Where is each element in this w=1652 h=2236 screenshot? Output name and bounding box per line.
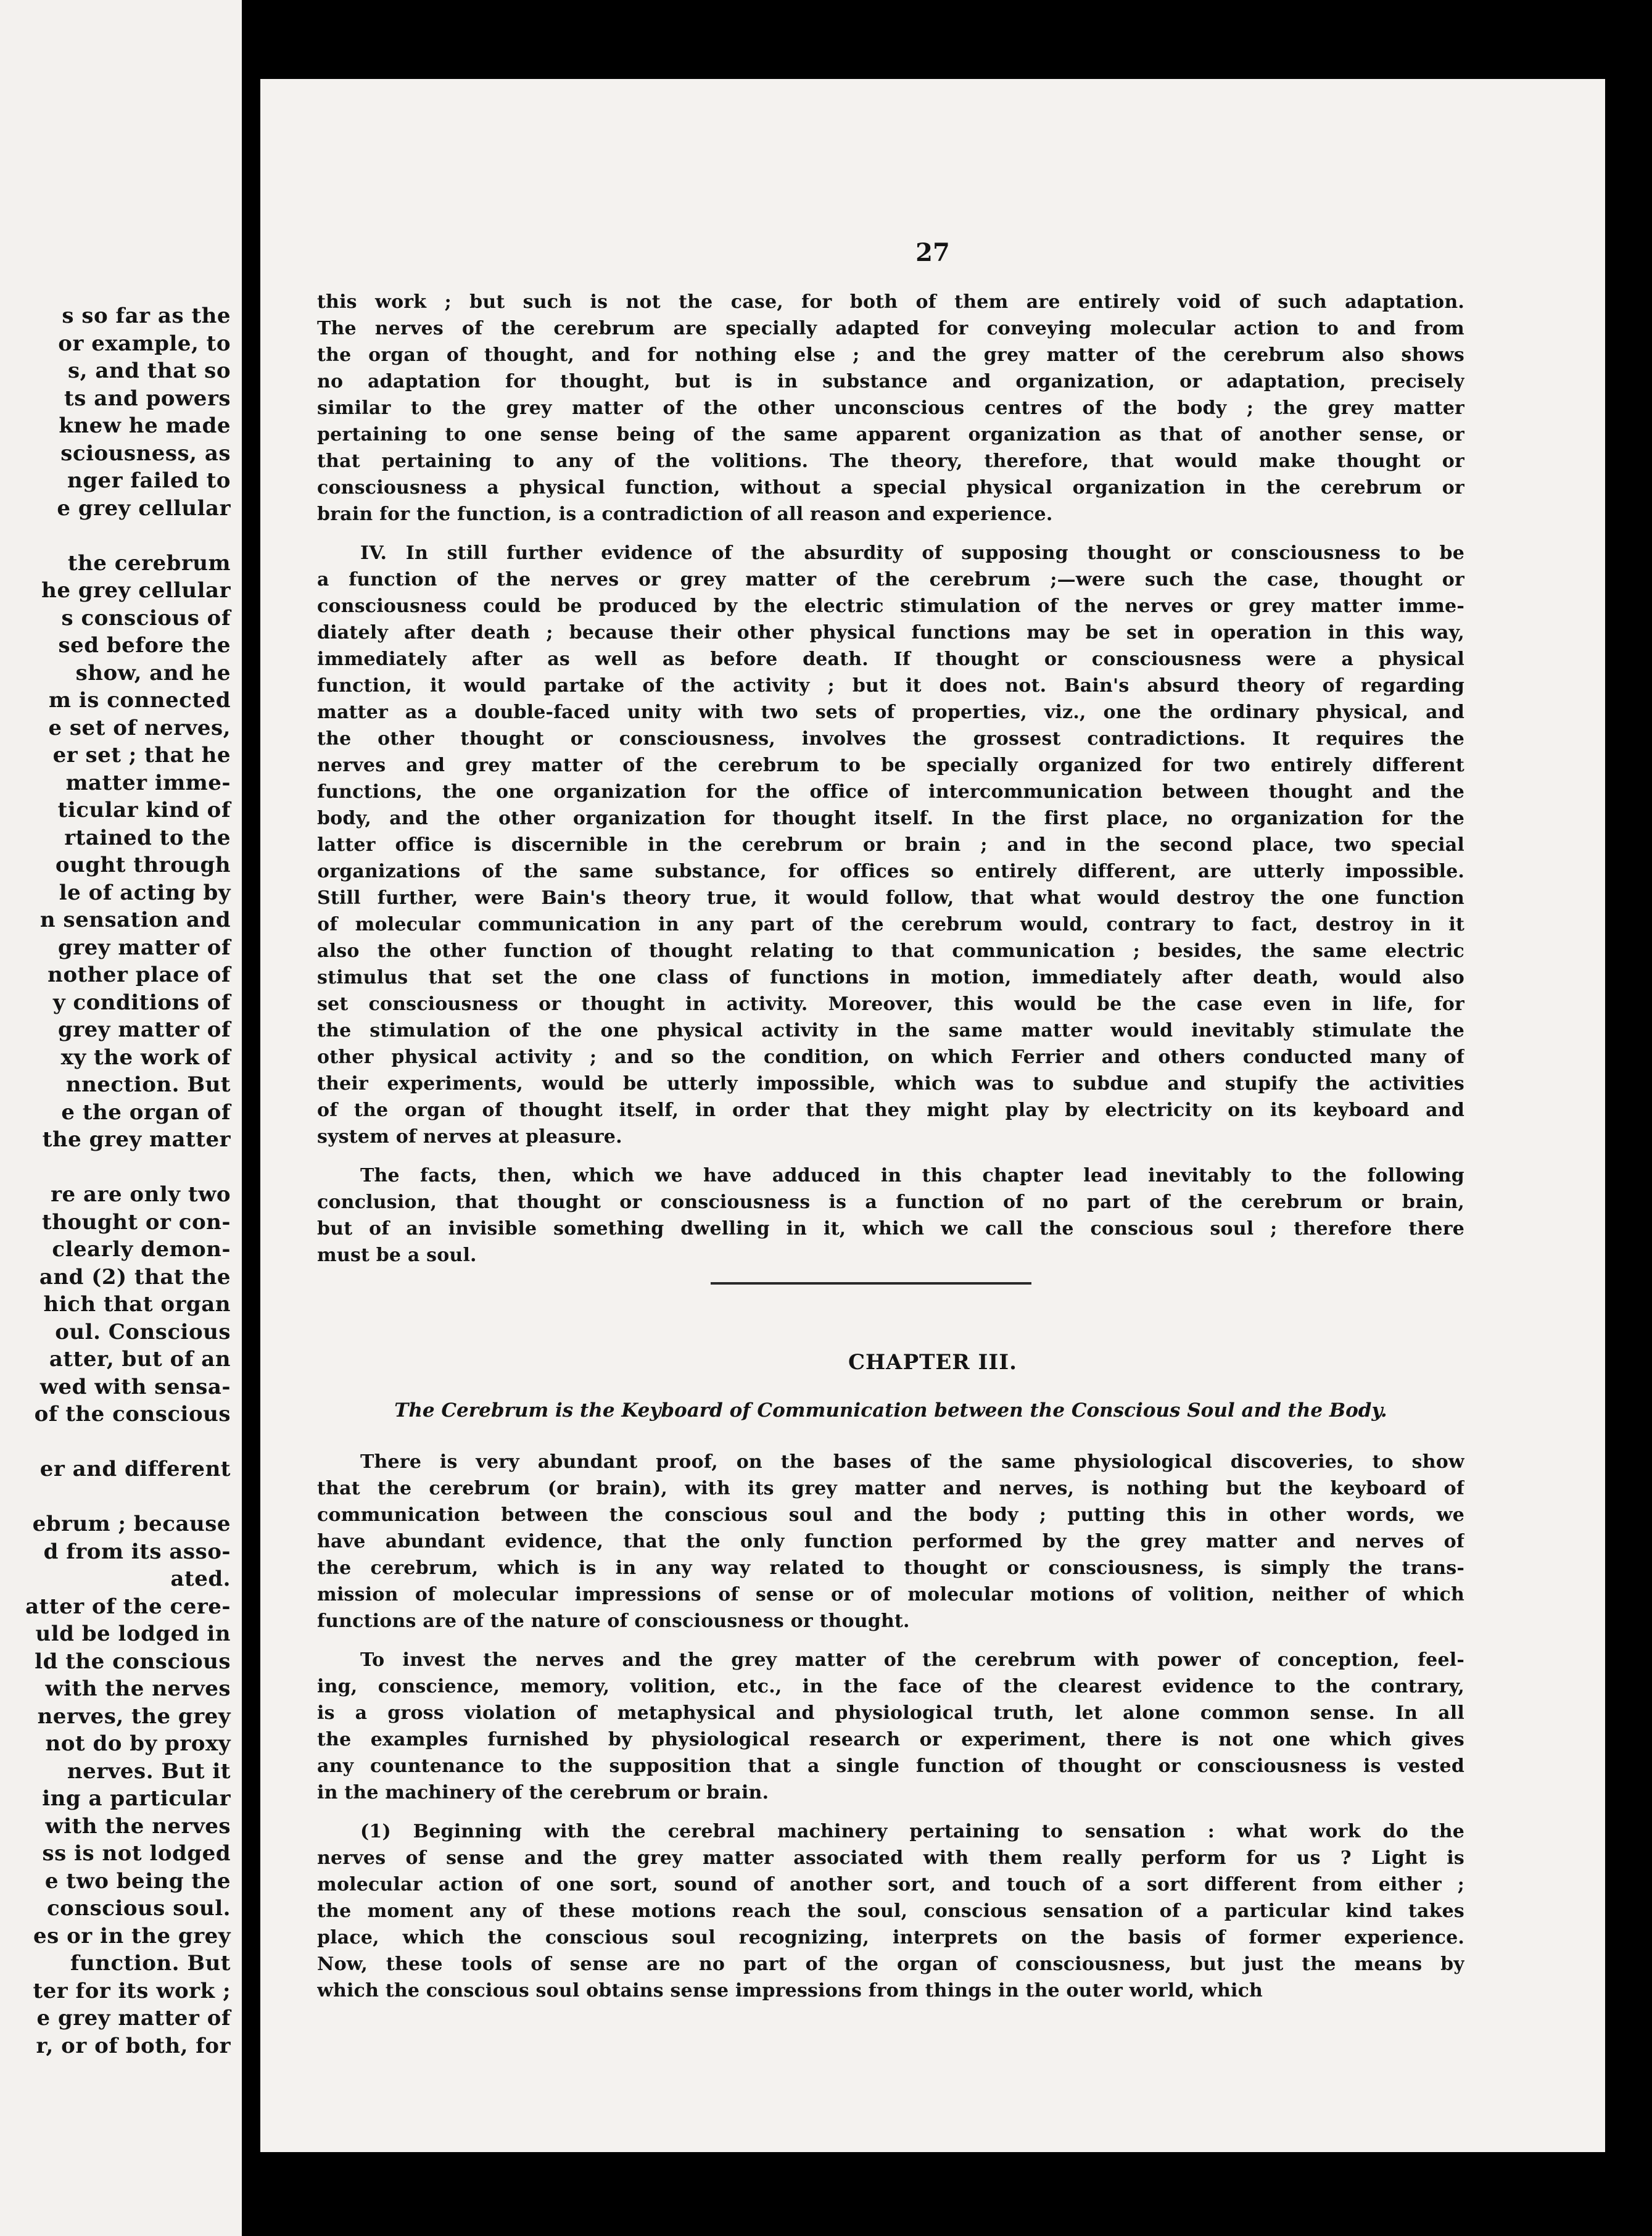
left-page-line: s conscious of <box>61 605 231 631</box>
text-line: the other thought or consciousness, involves the grossest contradictions. It requires the <box>317 728 1464 750</box>
text-line: have abundant evidence, that the only function performed by the grey matter and nerves of <box>317 1531 1464 1552</box>
left-page-line: ought through <box>55 853 231 877</box>
left-page-line: y conditions of <box>52 990 231 1015</box>
left-page-line: knew he made <box>59 413 231 438</box>
left-page-line: ter for its work ; <box>33 1978 231 2003</box>
text-line: ing, conscience, memory, volition, etc., in the face of the clearest evidence to the contrary, <box>317 1676 1464 1697</box>
left-page-line: xy the work of <box>60 1045 231 1070</box>
left-page-line: and (2) that the <box>39 1264 231 1290</box>
text-line: in the machinery of the cerebrum or brain. <box>317 1782 769 1803</box>
paragraph-gap <box>317 1150 1464 1162</box>
left-page-line: of the conscious <box>34 1402 231 1426</box>
paragraph <box>317 289 1464 528</box>
page-number: 27 <box>915 238 950 267</box>
left-page-line: nerves, the grey <box>37 1704 231 1729</box>
text-line: the cerebrum, which is in any way related to thought or consciousness, is simply the trans- <box>317 1557 1464 1579</box>
left-page-line: er and different <box>39 1457 231 1481</box>
left-page-line: wed with sensa- <box>39 1374 231 1399</box>
right-page <box>260 79 1605 2152</box>
left-page-line: ss is not lodged <box>42 1841 231 1866</box>
left-page-line: ebrum ; because <box>32 1512 231 1536</box>
left-page-line: grey matter of <box>57 1017 231 1042</box>
text-line: diately after death ; because their other physical functions may be set in operation in this way, <box>317 622 1464 644</box>
text-line: the stimulation of the one physical activity in the same matter would inevitably stimulate the <box>317 1020 1464 1041</box>
left-page-line: hich that organ <box>43 1292 231 1317</box>
paragraph <box>317 1647 1464 1806</box>
left-page-line: conscious soul. <box>46 1896 231 1921</box>
left-page-line: atter, but of an <box>49 1347 231 1372</box>
left-page-line: ts and powers <box>64 386 231 411</box>
left-page-line: s, and that so <box>68 358 231 383</box>
text-line: communication between the conscious soul and the body ; putting this in other words, we <box>317 1504 1464 1526</box>
paragraph-gap <box>317 528 1464 540</box>
left-page-line: with the nerves <box>45 1813 231 1839</box>
left-page-line: re are only two <box>51 1182 231 1207</box>
left-page-line: sciousness, as <box>60 441 231 466</box>
left-page-line: ticular kind of <box>57 798 231 822</box>
paragraph <box>317 540 1464 1150</box>
text-line: which the conscious soul obtains sense impressions from things in the outer world, which <box>317 1980 1263 2002</box>
text-line: that pertaining to any of the volitions. The theory, therefore, that would make thought or <box>317 450 1464 472</box>
text-line: To invest the nerves and the grey matter of the cerebrum with power of conception, feel- <box>360 1649 1464 1671</box>
left-page-line: nother place of <box>47 963 231 987</box>
section-divider <box>711 1282 1031 1285</box>
text-line: nerves of sense and the grey matter associated with them really perform for us ? Light is <box>317 1847 1464 1869</box>
text-line: functions, the one organization for the office of intercommunication between thought and the <box>317 781 1464 803</box>
text-line: latter office is discernible in the cerebrum or brain ; and in the second place, two special <box>317 834 1464 856</box>
left-page-line: s so far as the <box>62 304 231 328</box>
left-page-line: nerves. But it <box>67 1758 231 1784</box>
left-page-line: ing a particular <box>42 1786 231 1811</box>
text-line: The nerves of the cerebrum are specially adapted for conveying molecular action to and from <box>317 318 1464 339</box>
left-page-line: es or in the grey <box>33 1923 231 1948</box>
left-page-line: or example, to <box>58 331 231 356</box>
left-page-line: nnection. But <box>65 1072 231 1097</box>
left-page-line: uld be lodged in <box>35 1621 231 1646</box>
left-page-line: m is connected <box>49 688 231 713</box>
text-line: system of nerves at pleasure. <box>317 1126 622 1148</box>
left-page-line: the grey matter <box>42 1127 231 1152</box>
section-one-text <box>317 289 1464 1269</box>
text-line: of the organ of thought itself, in order that they might play by electricity on its keyboard and <box>317 1099 1464 1121</box>
text-line: molecular action of one sort, sound of another sort, and touch of a sort different from either ; <box>317 1874 1464 1895</box>
text-line: organizations of the same substance, for offices so entirely different, are utterly impossible. <box>317 861 1464 882</box>
text-line: functions are of the nature of consciousness or thought. <box>317 1610 910 1632</box>
left-page-line: show, and he <box>75 660 231 685</box>
left-page-line: d from its asso- <box>43 1539 231 1564</box>
text-line: Now, these tools of sense are no part of the organ of consciousness, but just the means by <box>317 1953 1464 1975</box>
left-page-line: r, or of both, for <box>36 2033 231 2058</box>
left-page-line: function. But <box>70 1951 231 1976</box>
left-page-line: e the organ of <box>61 1099 231 1125</box>
text-line: a function of the nerves or grey matter of the cerebrum ;—were such the case, thought or <box>317 569 1464 590</box>
left-page-line: e grey cellular <box>57 495 231 521</box>
text-line: no adaptation for thought, but is in substance and organization, or adaptation, precisely <box>317 371 1464 392</box>
left-page-line: he grey cellular <box>41 578 231 603</box>
left-page-line: grey matter of <box>57 935 231 960</box>
text-line: function, it would partake of the activity ; but it does not. Bain's absurd theory of regarding <box>317 675 1464 697</box>
left-page-line: matter imme- <box>65 770 231 795</box>
left-page-line: clearly demon- <box>52 1237 231 1262</box>
left-page-line: the cerebrum <box>67 550 231 576</box>
left-page-line: sed before the <box>58 633 231 658</box>
text-line: of molecular communication in any part of the cerebrum would, contrary to fact, destroy in it <box>317 914 1464 935</box>
text-line: pertaining to one sense being of the same apparent organization as that of another sense, or <box>317 424 1464 445</box>
chapter-title: The Cerebrum is the Keyboard of Communication between the Conscious Soul and the Body. <box>394 1399 1387 1422</box>
text-line: brain for the function, is a contradiction of all reason and experience. <box>317 503 1053 525</box>
left-page-line: rtained to the <box>64 825 231 850</box>
text-line: set consciousness or thought in activity. Moreover, this would be the case even in life, for <box>317 993 1464 1015</box>
text-line: body, and the other organization for thought itself. In the first place, no organization for the <box>317 808 1464 829</box>
text-line: place, which the conscious soul recognizing, interprets on the basis of former experience. <box>317 1927 1464 1948</box>
left-page-line: ld the conscious <box>35 1649 231 1674</box>
text-line: other physical activity ; and so the condition, on which Ferrier and others conducted many of <box>317 1046 1464 1068</box>
text-line: nerves and grey matter of the cerebrum to be specially organized for two entirely different <box>317 755 1464 776</box>
left-page-line: e grey matter of <box>36 2006 231 2031</box>
text-line: any countenance to the supposition that a single function of thought or consciousness is vested <box>317 1755 1464 1777</box>
left-page-line: er set ; that he <box>52 743 231 768</box>
left-page-line: nger failed to <box>67 468 231 493</box>
text-line: (1) Beginning with the cerebral machinery pertaining to sensation : what work do the <box>360 1821 1464 1842</box>
text-line: is a gross violation of metaphysical and physiological truth, let alone common sense. In all <box>317 1702 1464 1724</box>
left-page-line: oul. Conscious <box>55 1319 231 1344</box>
left-page-line: e set of nerves, <box>48 715 231 740</box>
text-line: similar to the grey matter of the other unconscious centres of the body ; the grey matter <box>317 397 1464 419</box>
text-line: consciousness could be produced by the electric stimulation of the nerves or grey matter imme- <box>317 595 1464 617</box>
text-line: conclusion, that thought or consciousness is a function of no part of the cerebrum or brain, <box>317 1191 1464 1213</box>
chapter-heading: CHAPTER III. <box>848 1350 1017 1375</box>
left-page-line: atter of the cere- <box>25 1594 231 1619</box>
paragraph-gap <box>317 1634 1464 1647</box>
left-page-line: e two being the <box>44 1868 231 1894</box>
paragraph <box>317 1449 1464 1634</box>
text-line: Still further, were Bain's theory true, it would follow, that what would destroy the one function <box>317 887 1464 909</box>
page-gutter <box>242 0 260 2236</box>
text-line: the moment any of these motions reach the soul, conscious sensation of a particular kind takes <box>317 1900 1464 1922</box>
text-line: their experiments, would be utterly impossible, which was to subdue and stupify the activities <box>317 1073 1464 1095</box>
left-page-line: with the nerves <box>45 1676 231 1701</box>
paragraph <box>317 1162 1464 1269</box>
text-line: mission of molecular impressions of sense or of molecular motions of volition, neither of which <box>317 1584 1464 1605</box>
left-page-line: not do by proxy <box>45 1731 231 1756</box>
text-line: The facts, then, which we have adduced in this chapter lead inevitably to the following <box>360 1165 1464 1186</box>
text-line: stimulus that set the one class of functions in motion, immediately after death, would also <box>317 967 1464 988</box>
left-page-line: n sensation and <box>39 908 231 932</box>
text-line: immediately after as well as before death. If thought or consciousness were a physical <box>317 648 1464 670</box>
left-page-line: le of acting by <box>59 880 231 905</box>
text-line: also the other function of thought relating to that communication ; besides, the same electric <box>317 940 1464 962</box>
text-line: the organ of thought, and for nothing else ; and the grey matter of the cerebrum also shows <box>317 344 1464 366</box>
left-page-fragment <box>0 0 242 2236</box>
section-two-text <box>317 1449 1464 2004</box>
paragraph <box>317 1818 1464 2004</box>
text-line: IV. In still further evidence of the absurdity of supposing thought or consciousness to be <box>360 542 1464 564</box>
left-page-line: thought or con- <box>42 1209 231 1235</box>
left-page-line: ated. <box>170 1567 231 1591</box>
text-line: but of an invisible something dwelling in it, which we call the conscious soul ; therefore there <box>317 1218 1464 1240</box>
text-line: that the cerebrum (or brain), with its grey matter and nerves, is nothing but the keyboard of <box>317 1478 1464 1499</box>
text-line: There is very abundant proof, on the bases of the same physiological discoveries, to show <box>360 1451 1464 1473</box>
text-line: must be a soul. <box>317 1244 477 1266</box>
text-line: consciousness a physical function, without a special physical organization in the cerebrum or <box>317 477 1464 499</box>
paragraph-gap <box>317 1806 1464 1818</box>
text-line: the examples furnished by physiological research or experiment, there is not one which gives <box>317 1729 1464 1750</box>
text-line: this work ; but such is not the case, for both of them are entirely void of such adaptation. <box>317 291 1464 313</box>
text-line: matter as a double-faced unity with two sets of properties, viz., one the ordinary physical, and <box>317 702 1464 723</box>
